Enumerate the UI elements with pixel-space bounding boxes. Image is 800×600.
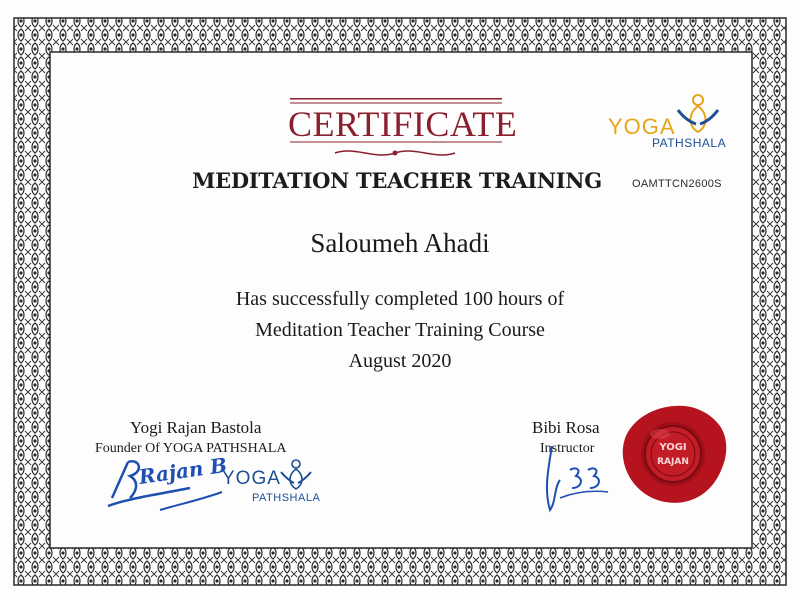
certificate-code: OAMTTCN2600S [632, 178, 722, 190]
logo-subtitle: PATHSHALA [652, 136, 727, 150]
flourish-ornament [330, 146, 460, 160]
course-line: Meditation Teacher Training Course [255, 319, 545, 341]
logo-word-bottom: YOGA [222, 468, 281, 489]
certificate-title: CERTIFICATE [288, 104, 518, 144]
course-title: MEDITATION TEACHER TRAINING [192, 168, 602, 193]
wax-seal [618, 402, 730, 506]
recipient-name: Saloumeh Ahadi [310, 228, 490, 258]
lotus-figure-icon-bottom [278, 458, 314, 492]
logo-subtitle-bottom: PATHSHALA [252, 492, 321, 504]
left-handwritten-signature [100, 448, 230, 518]
yoga-pathshala-logo-top [608, 92, 738, 150]
right-handwritten-signature [530, 440, 620, 520]
signature-text: Rajan B [137, 452, 229, 489]
left-signatory-name: Yogi Rajan Bastola [130, 418, 262, 437]
seal-text-bottom: RAJAN [657, 457, 689, 467]
right-signatory-role: Instructor [540, 441, 595, 456]
date-line: August 2020 [348, 350, 452, 372]
left-signatory-role: Founder Of YOGA PATHSHALA [95, 441, 287, 456]
completion-line: Has successfully completed 100 hours of [235, 288, 565, 310]
seal-text-top: YOGI [659, 442, 687, 453]
yoga-pathshala-logo-bottom [222, 458, 332, 508]
lotus-figure-icon [674, 92, 720, 136]
right-signatory-name: Bibi Rosa [532, 418, 600, 437]
logo-word: YOGA [608, 114, 676, 139]
